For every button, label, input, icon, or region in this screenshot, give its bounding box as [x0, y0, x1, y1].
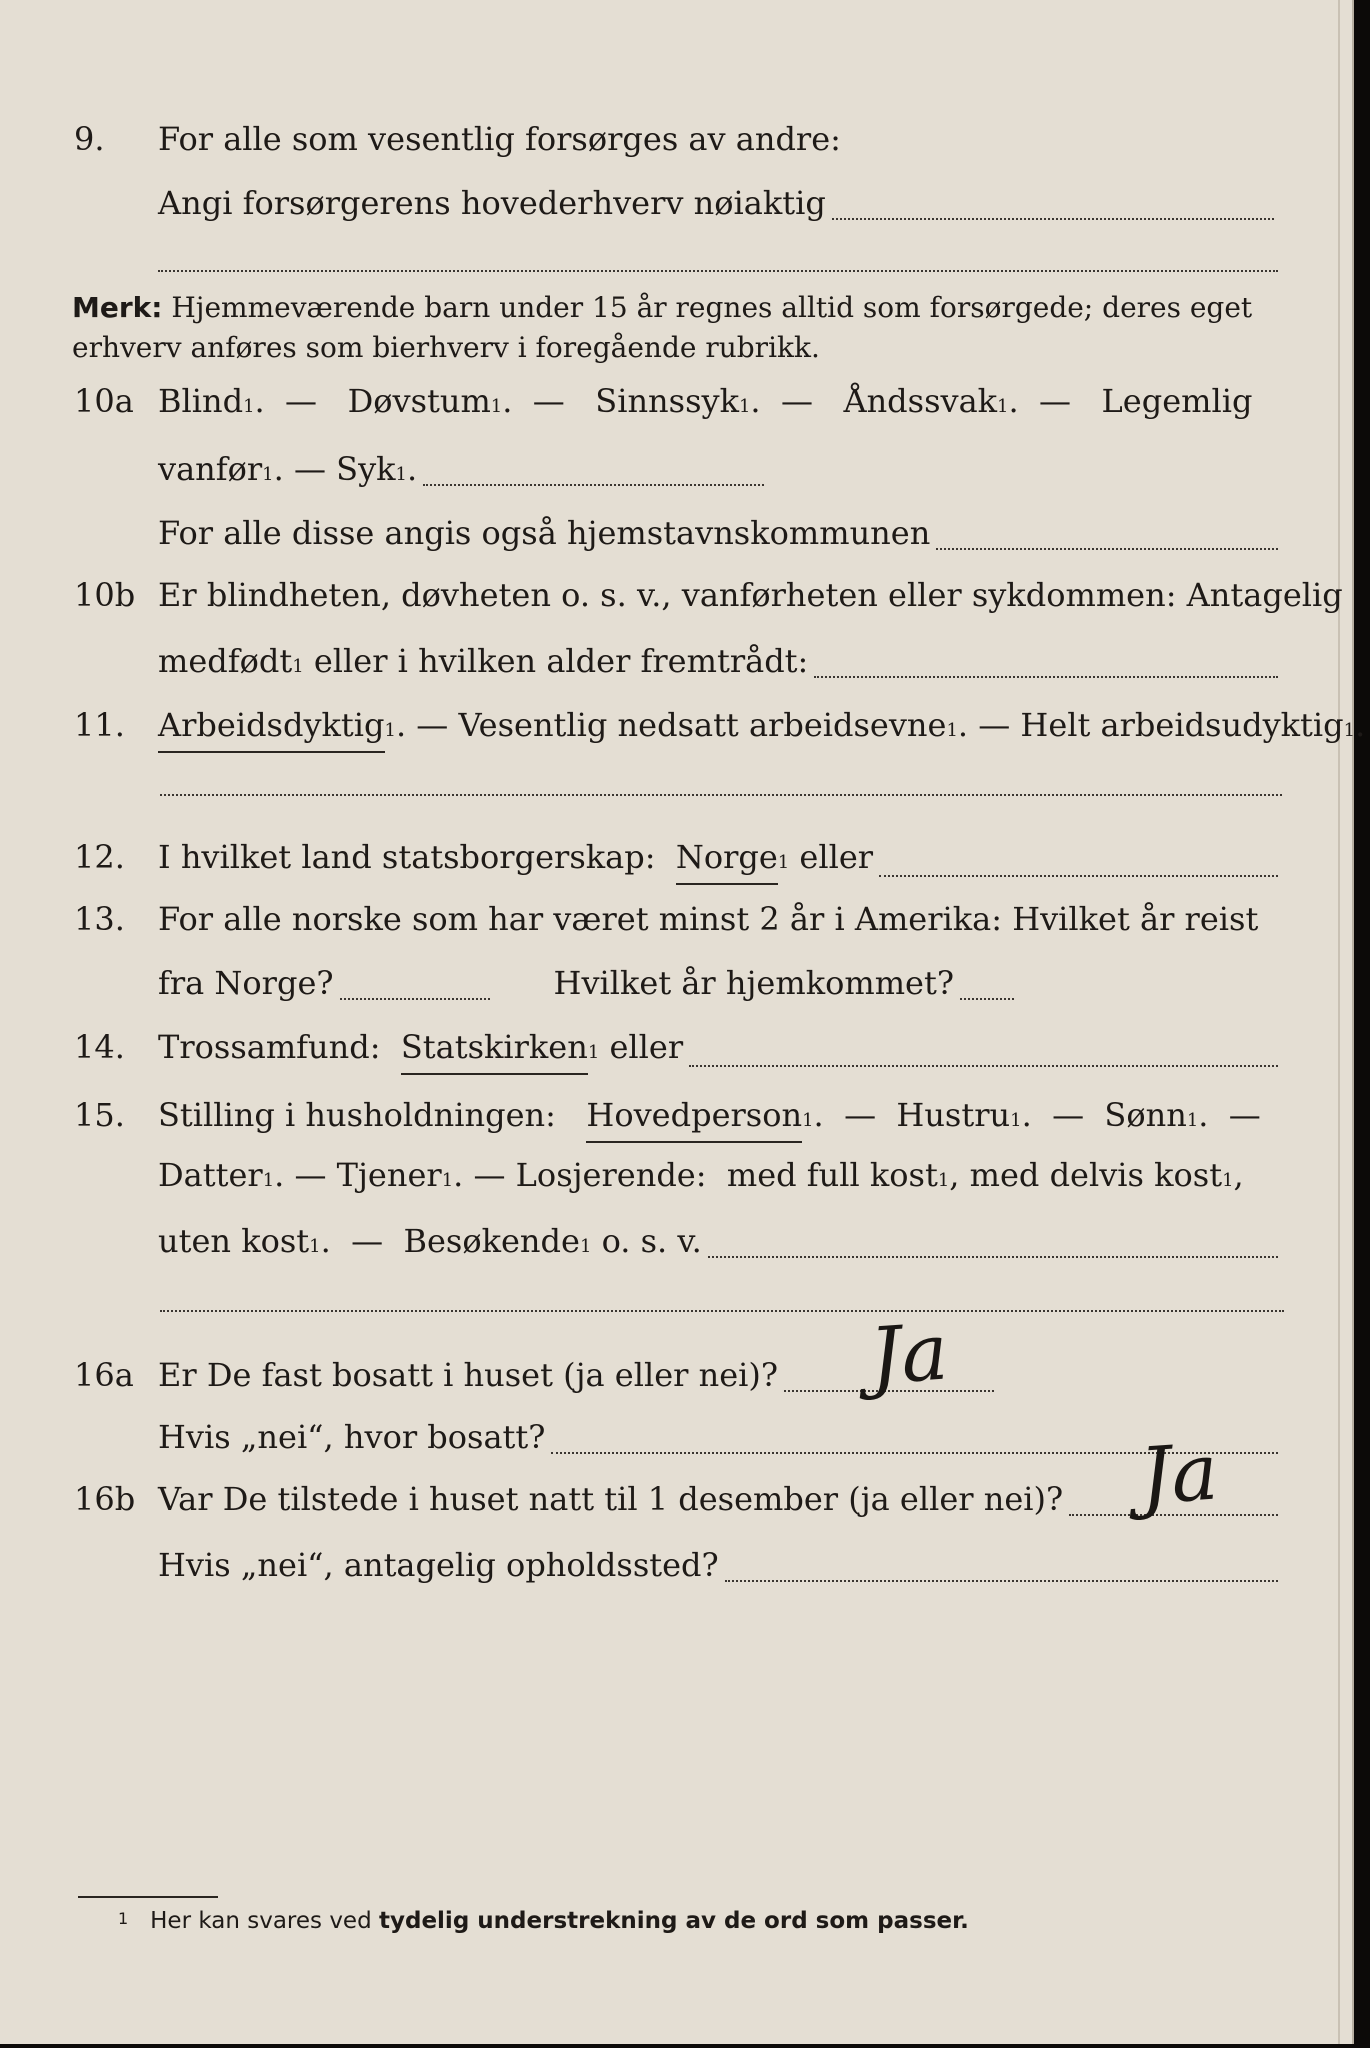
- answer-hovedperson-selected[interactable]: Hovedperson: [586, 1090, 802, 1143]
- answer-line[interactable]: [160, 794, 1282, 796]
- answer-line[interactable]: [936, 548, 1278, 550]
- option-sinnssyk[interactable]: Sinnssyk: [595, 382, 739, 420]
- footnote-text: Her kan svares ved: [150, 1908, 372, 1934]
- footnote-mark: 1: [118, 1909, 129, 1928]
- option-andssvak[interactable]: Åndssvak: [843, 382, 998, 420]
- question-10b-line1: [0, 570, 1343, 620]
- question-14: 14. Trossamfund: Statskirken 1 eller: [0, 1022, 1300, 1072]
- answer-statskirken-selected[interactable]: Statskirken: [401, 1022, 588, 1075]
- question-13-line2: [0, 958, 1300, 1008]
- option-medfodt[interactable]: medfødt: [158, 642, 293, 680]
- question-15-line1: 15. Stilling i husholdningen: Hovedperson 1 . — Hustru 1 . — Sønn 1 . —: [0, 1090, 1300, 1140]
- question-16a-line2: [0, 1412, 1300, 1462]
- handwritten-answer-16b[interactable]: Ja: [1136, 1427, 1221, 1523]
- question-12: 12. I hvilket land statsborgerskap: Norge 1 eller: [0, 832, 1300, 882]
- question-text: Hvis „nei“, antagelig opholdssted?: [158, 1546, 719, 1584]
- question-number: 9.: [74, 120, 105, 158]
- question-text: For alle norske som har været minst 2 år i Amerika: Hvilket år reist: [158, 900, 1259, 938]
- answer-line[interactable]: [879, 875, 1278, 877]
- question-text: Var De tilstede i huset natt til 1 desember (ja eller nei)?: [158, 1480, 1064, 1518]
- answer-line[interactable]: [725, 1580, 1278, 1582]
- question-text: Hvilket år hjemkommet?: [553, 964, 954, 1002]
- option-med-full-kost[interactable]: med full kost: [726, 1156, 938, 1194]
- option-legemlig[interactable]: Legemlig: [1101, 382, 1253, 420]
- question-16b-line1: [0, 1474, 1300, 1524]
- question-text: eller i hvilken alder fremtrådt:: [313, 642, 809, 680]
- question-number: 14.: [74, 1028, 125, 1066]
- question-10b-line2: medfødt 1 eller i hvilken alder fremtrådt:: [0, 636, 1300, 686]
- question-number: 10b: [74, 576, 136, 614]
- answer-line[interactable]: [158, 270, 1278, 272]
- answer-norge-selected[interactable]: Norge: [676, 832, 778, 885]
- question-text: For alle disse angis også hjemstavnskommunen: [158, 514, 931, 552]
- question-16b-line2: [0, 1540, 1300, 1590]
- question-text: Hvis „nei“, hvor bosatt?: [158, 1418, 546, 1456]
- question-13-line1: [0, 894, 1300, 944]
- answer-line[interactable]: [832, 218, 1274, 220]
- question-10a-line3: [0, 508, 1300, 558]
- question-text: Er De fast bosatt i huset (ja eller nei)?: [158, 1356, 779, 1394]
- footnote-bold-text: tydelig understrekning av de ord som passer.: [379, 1908, 969, 1934]
- question-number: 16b: [74, 1480, 136, 1518]
- question-9-line2: [0, 178, 1300, 228]
- answer-line[interactable]: [708, 1256, 1278, 1258]
- question-15-line2: Datter 1 . — Tjener 1 . — Losjerende: med full kost 1 , med delvis kost 1 ,: [0, 1150, 1300, 1200]
- note-text: Hjemmeværende barn under 15 år regnes alltid som forsørgede; deres eget erhverv anføres som bierhverv i foregående rubrikk.: [72, 291, 1253, 364]
- question-text: I hvilket land statsborgerskap:: [158, 838, 656, 876]
- option-datter[interactable]: Datter: [158, 1156, 263, 1194]
- question-15-line3: uten kost 1 . — Besøkende 1 o. s. v.: [0, 1216, 1300, 1266]
- option-dovstum[interactable]: Døvstum: [347, 382, 491, 420]
- footnote: [118, 1908, 969, 1934]
- question-text: eller: [609, 1028, 684, 1066]
- question-text: Trossamfund:: [158, 1028, 381, 1066]
- answer-line[interactable]: [160, 1310, 1284, 1312]
- question-number: 10a: [74, 382, 134, 420]
- option-tjener[interactable]: Tjener: [336, 1156, 442, 1194]
- answer-line[interactable]: [340, 998, 490, 1000]
- question-text: Stilling i husholdningen:: [158, 1096, 556, 1134]
- option-hustru[interactable]: Hustru: [896, 1096, 1011, 1134]
- option-syk[interactable]: Syk: [336, 450, 396, 488]
- handwritten-answer-16a[interactable]: Ja: [866, 1307, 951, 1403]
- option-arbeidsdyktig-selected[interactable]: Arbeidsdyktig: [158, 700, 385, 753]
- footnote-divider: [78, 1896, 218, 1898]
- page-edge: [1338, 0, 1352, 2044]
- question-9-line1: [0, 114, 1300, 164]
- question-text: Angi forsørgerens hovederhverv nøiaktig: [158, 184, 826, 222]
- option-uten-kost[interactable]: uten kost: [158, 1222, 310, 1260]
- option-besokende[interactable]: Besøkende: [403, 1222, 580, 1260]
- answer-line[interactable]: [814, 676, 1278, 678]
- option-vanfor[interactable]: vanfør: [158, 450, 263, 488]
- question-number: 15.: [74, 1096, 125, 1134]
- option-helt-arbeidsudyktig[interactable]: Helt arbeidsudyktig: [1020, 706, 1344, 744]
- question-text: fra Norge?: [158, 964, 334, 1002]
- answer-line[interactable]: [423, 484, 764, 486]
- answer-line[interactable]: [689, 1065, 1278, 1067]
- option-blind[interactable]: Blind: [158, 382, 244, 420]
- question-11: 11. Arbeidsdyktig 1 . — Vesentlig nedsatt arbeidsevne 1 . — Helt arbeidsudyktig 1 .: [0, 700, 1300, 750]
- question-text: eller: [799, 838, 874, 876]
- question-text: o. s. v.: [601, 1222, 702, 1260]
- question-16a-line1: [0, 1350, 1300, 1400]
- option-vesentlig-nedsatt[interactable]: Vesentlig nedsatt arbeidsevne: [458, 706, 947, 744]
- question-number: 16a: [74, 1356, 134, 1394]
- question-number: 11.: [74, 706, 125, 744]
- question-text: Er blindheten, døvheten o. s. v., vanførheten eller sykdommen: Antagelig: [158, 576, 1343, 614]
- answer-line[interactable]: [960, 998, 1014, 1000]
- option-sonn[interactable]: Sønn: [1104, 1096, 1187, 1134]
- question-10a-line1: 10a Blind 1 . — Døvstum 1 . — Sinnssyk 1 . — Åndssvak 1 . — Legemlig: [0, 376, 1300, 426]
- question-text: For alle som vesentlig forsørges av andre:: [158, 120, 841, 158]
- option-med-delvis-kost[interactable]: med delvis kost: [969, 1156, 1223, 1194]
- note: [72, 288, 1292, 368]
- question-10a-line2: vanfør 1 . — Syk 1 .: [0, 444, 1300, 494]
- option-losjerende: Losjerende:: [515, 1156, 707, 1194]
- note-label: Merk:: [72, 291, 163, 324]
- question-number: 12.: [74, 838, 125, 876]
- question-number: 13.: [74, 900, 125, 938]
